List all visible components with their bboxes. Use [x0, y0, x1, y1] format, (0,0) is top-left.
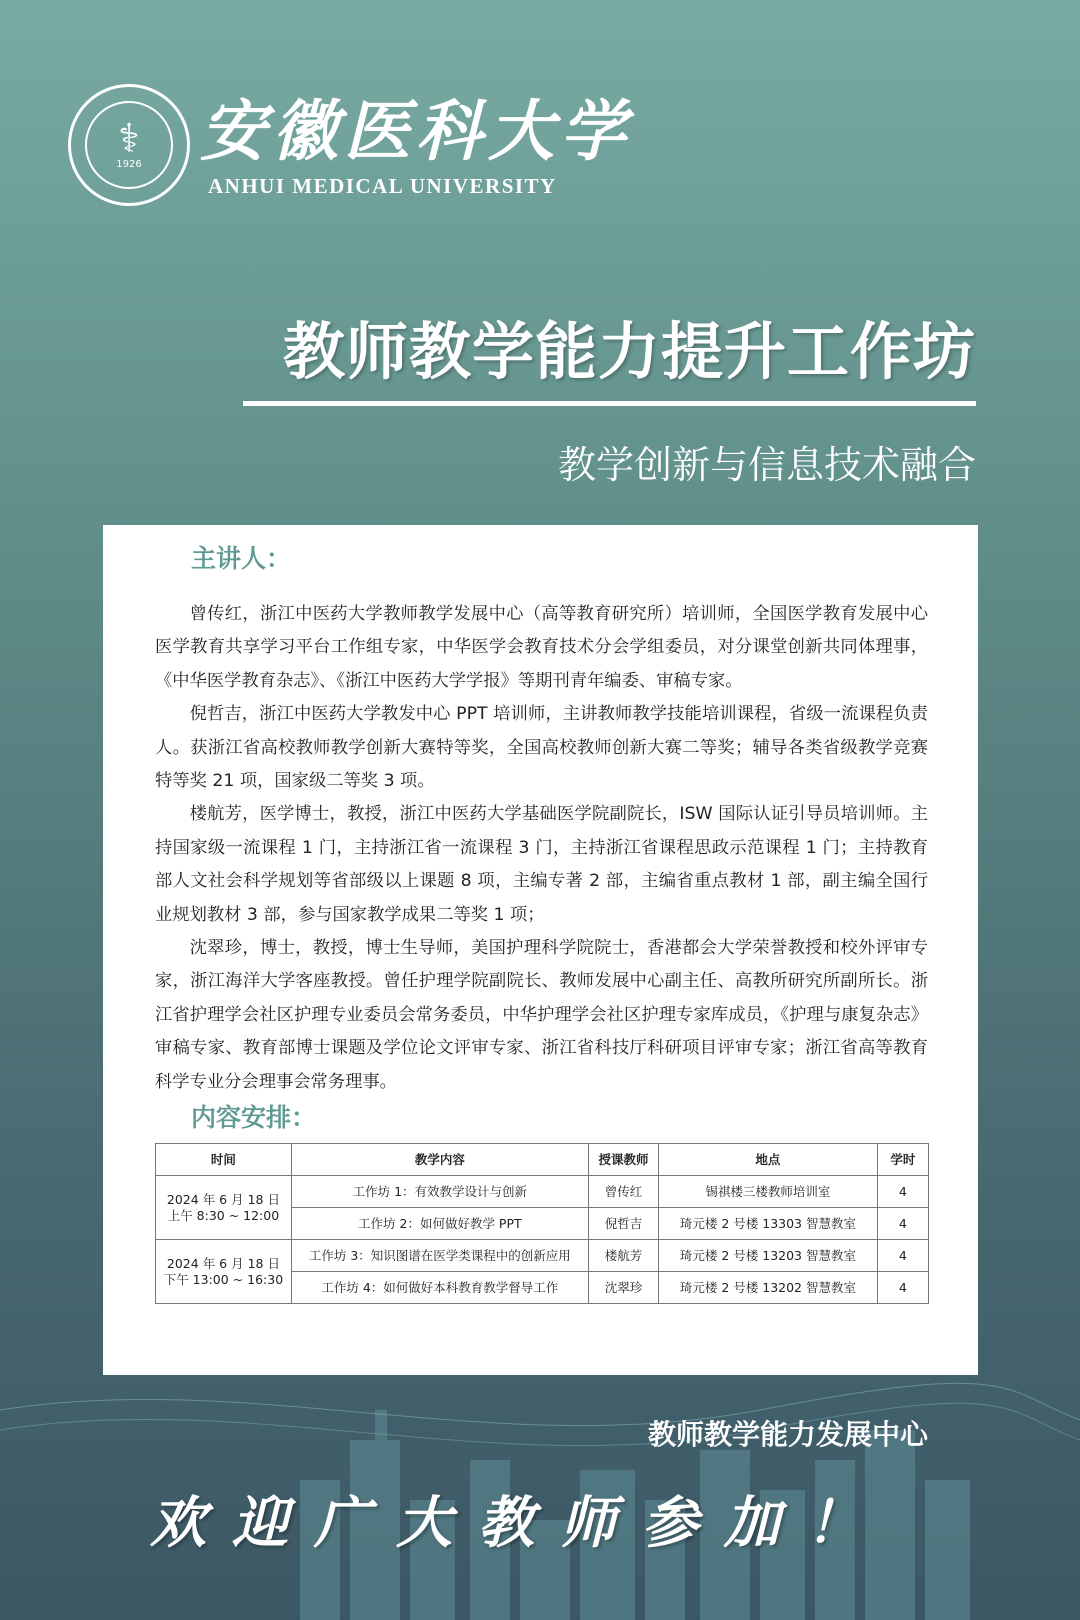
- table-header-row: [156, 1144, 929, 1176]
- place-cell: 琦元楼 2 号楼 13203 智慧教室: [659, 1240, 877, 1272]
- content-cell: 工作坊 1：有效教学设计与创新: [291, 1176, 588, 1208]
- title-underline: [243, 401, 976, 406]
- place-cell: 锡祺楼三楼教师培训室: [659, 1176, 877, 1208]
- page-title: 教师教学能力提升工作坊: [282, 315, 976, 388]
- schedule-heading: 内容安排：: [191, 1103, 317, 1133]
- content-cell: 工作坊 3：知识图谱在医学类课程中的创新应用: [291, 1240, 588, 1272]
- content-panel: [103, 525, 978, 1375]
- caduceus-icon: ⚕: [118, 116, 140, 162]
- speaker-bio: 楼航芳，医学博士，教授，浙江中医药大学基础医学院副院长，ISW 国际认证引导员培训师。主持国家级一流课程 1 门，主持浙江省一流课程 3 门，主持浙江省课程思政示范课程 1 门；主持教育部人文社会科学规划等省部级以上课题 8 项，主编专著 2 部，主编省重点教材 1 部，副主编全国行业规划教材 3 部，参与国家教学成果二等奖 1 项；: [155, 804, 928, 925]
- content-cell: 工作坊 4：如何做好本科教育教学督导工作: [291, 1272, 588, 1304]
- schedule-table: [155, 1143, 929, 1304]
- col-header: 教学内容: [291, 1144, 588, 1176]
- speaker-bio: 倪哲吉，浙江中医药大学教发中心 PPT 培训师，主讲教师教学技能培训课程，省级一流课程负责人。获浙江省高校教师教学创新大赛特等奖，全国高校教师创新大赛二等奖；辅导各类省级教学竞赛特等奖 21 项，国家级二等奖 3 项。: [155, 704, 928, 792]
- speaker-bio: 沈翠珍，博士，教授，博士生导师，美国护理科学院院士，香港都会大学荣誉教授和校外评审专家，浙江海洋大学客座教授。曾任护理学院副院长、教师发展中心副主任、高教所研究所副所长。浙江省护理学会社区护理专业委员会常务委员，中华护理学会社区护理专家库成员，《护理与康复杂志》审稿专家、教育部博士课题及学位论文评审专家、浙江省科技厅科研项目评审专家；浙江省高等教育科学专业分会理事会常务理事。: [155, 938, 928, 1092]
- welcome-slogan: 欢迎广大教师参加！: [150, 1490, 888, 1556]
- speaker-bio: 曾传红，浙江中医药大学教师教学发展中心（高等教育研究所）培训师，全国医学教育发展中心医学教育共享学习平台工作组专家，中华医学会教育技术分会学组委员，对分课堂创新共同体理事，《中华医学教育杂志》、《浙江中医药大学学报》等期刊青年编委、审稿专家。: [155, 604, 928, 691]
- col-header: 授课教师: [588, 1144, 658, 1176]
- time-cell: 2024 年 6 月 18 日 下午 13:00 ~ 16:30: [156, 1240, 292, 1304]
- teacher-cell: 沈翠珍: [588, 1272, 658, 1304]
- university-name-en: ANHUI MEDICAL UNIVERSITY: [208, 174, 557, 198]
- hours-cell: 4: [877, 1176, 928, 1208]
- content-cell: 工作坊 2：如何做好教学 PPT: [291, 1208, 588, 1240]
- teacher-cell: 曾传红: [588, 1176, 658, 1208]
- organizer-name: 教师教学能力发展中心: [647, 1418, 928, 1451]
- university-name-cn: 安徽医科大学: [200, 92, 632, 170]
- time-cell: 2024 年 6 月 18 日 上午 8:30 ~ 12:00: [156, 1176, 292, 1240]
- col-header: 时间: [156, 1144, 292, 1176]
- place-cell: 琦元楼 2 号楼 13303 智慧教室: [659, 1208, 877, 1240]
- logo-year: 1926: [116, 159, 142, 170]
- hours-cell: 4: [877, 1208, 928, 1240]
- col-header: 学时: [877, 1144, 928, 1176]
- speakers-bio: [155, 598, 928, 1099]
- page-subtitle: 教学创新与信息技术融合: [557, 443, 976, 487]
- table-row: [156, 1176, 929, 1208]
- hours-cell: 4: [877, 1272, 928, 1304]
- hours-cell: 4: [877, 1240, 928, 1272]
- col-header: 地点: [659, 1144, 877, 1176]
- table-row: [156, 1240, 929, 1272]
- teacher-cell: 楼航芳: [588, 1240, 658, 1272]
- university-seal-logo: [68, 84, 190, 206]
- place-cell: 琦元楼 2 号楼 13202 智慧教室: [659, 1272, 877, 1304]
- teacher-cell: 倪哲吉: [588, 1208, 658, 1240]
- speakers-heading: 主讲人：: [191, 544, 292, 573]
